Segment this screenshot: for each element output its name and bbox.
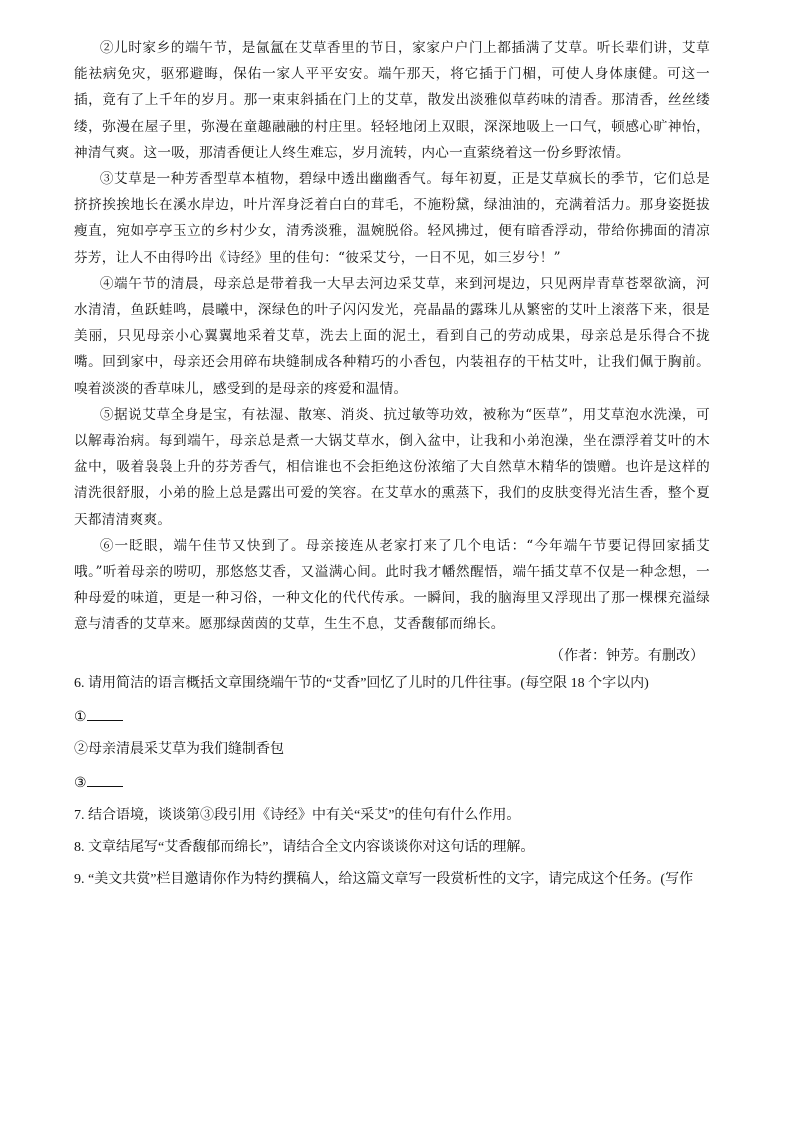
article-body [74, 35, 710, 638]
answer-blank-3[interactable] [87, 772, 123, 787]
question-6-answer-2: ②母亲清晨采艾草为我们缝制香包 [74, 741, 284, 757]
question-6-answer-1 [74, 706, 710, 728]
question-9: 9. “美文共赏”栏目邀请你作为特约撰稿人，给这篇文章写一段赏析性的文字，请完成这个任务。(写作 [74, 871, 694, 887]
question-6-answer-3 [74, 772, 710, 794]
question-8: 8. 文章结尾写“艾香馥郁而绵长”，请结合全文内容谈谈你对这句话的理解。 [74, 839, 535, 855]
answer-number: ③ [74, 775, 87, 791]
answer-blank-1[interactable] [87, 706, 123, 721]
author-source: （作者：钟芳。有删改） [550, 648, 704, 664]
answer-number: ① [74, 709, 87, 725]
paragraph-3: ③艾草是一种芳香型草本植物，碧绿中透出幽幽香气。每年初夏，正是艾草疯长的季节，它们总是挤挤挨挨地长在溪水岸边，叶片浑身泛着白白的茸毛，不施粉黛，绿油油的，充满着活力。那身姿挺拔瘦直，宛如亭亭玉立的乡村少女，清秀淡雅，温婉脱俗。轻风拂过，便有暗香浮动，带给你拂面的清凉芬芳，让人不由得吟出《诗经》里的佳句：“彼采艾兮，一日不见，如三岁兮！” [74, 171, 710, 266]
paragraph-6: ⑥一眨眼，端午佳节又快到了。母亲接连从老家打来了几个电话：“今年端午节要记得回家插艾哦。”听着母亲的唠叨，那悠悠艾香，又溢满心间。此时我才幡然醒悟，端午插艾草不仅是一种念想，一种母爱的味道，更是一种习俗，一种文化的代代传承。一瞬间，我的脑海里又浮现出了那一棵棵充溢绿意与清香的艾草来。愿那绿茵茵的艾草，生生不息，艾香馥郁而绵长。 [74, 537, 710, 633]
paragraph-2: ②儿时家乡的端午节，是氤氲在艾草香里的节日，家家户户门上都插满了艾草。听长辈们讲，艾草能祛病免灾，驱邪避晦，保佑一家人平平安安。端午那天，将它插于门楣，可使人身体康健。可这一插，竟有了上千年的岁月。那一束束斜插在门上的艾草，散发出淡雅似草药味的清香。那清香，丝丝缕缕，弥漫在屋子里，弥漫在童趣融融的村庄里。轻轻地闭上双眼，深深地吸上一口气，顿感心旷神怡，神清气爽。这一吸，那清香便让人终生难忘，岁月流转，内心一直萦绕着这一份乡野浓情。 [74, 40, 710, 161]
paragraph-5: ⑤据说艾草全身是宝，有祛湿、散寒、消炎、抗过敏等功效，被称为“医草”，用艾草泡水洗澡，可以解毒治病。每到端午，母亲总是煮一大锅艾草水，倒入盆中，让我和小弟泡澡，坐在漂浮着艾叶的木盆中，吸着袅袅上升的芬芳香气，相信谁也不会拒绝这份浓缩了大自然草木精华的馈赠。也许是这样的清洗很舒服，小弟的脸上总是露出可爱的笑容。在艾草水的熏蒸下，我们的皮肤变得光洁生香，整个夏天都清清爽爽。 [74, 406, 710, 528]
question-section [74, 674, 710, 890]
question-7: 7. 结合语境，谈谈第③段引用《诗经》中有关“采艾”的佳句有什么作用。 [74, 807, 521, 823]
question-6: 6. 请用简洁的语言概括文章围绕端午节的“艾香”回忆了儿时的几件往事。(每空限 18 个字以内) [74, 675, 649, 691]
paragraph-4: ④端午节的清晨，母亲总是带着我一大早去河边采艾草，来到河堤边，只见两岸青草苍翠欲滴，河水清清，鱼跃蛙鸣，晨曦中，深绿色的叶子闪闪发光，亮晶晶的露珠儿从繁密的艾叶上滚落下来，很是美丽，只见母亲小心翼翼地采着艾草，洗去上面的泥土，看到自己的劳动成果，母亲总是乐得合不拢嘴。回到家中，母亲还会用碎布块缝制成各种精巧的小香包，内装祖存的干枯艾叶，让我们佩于胸前。嗅着淡淡的香草味儿，感受到的是母亲的疼爱和温情。 [74, 275, 710, 397]
